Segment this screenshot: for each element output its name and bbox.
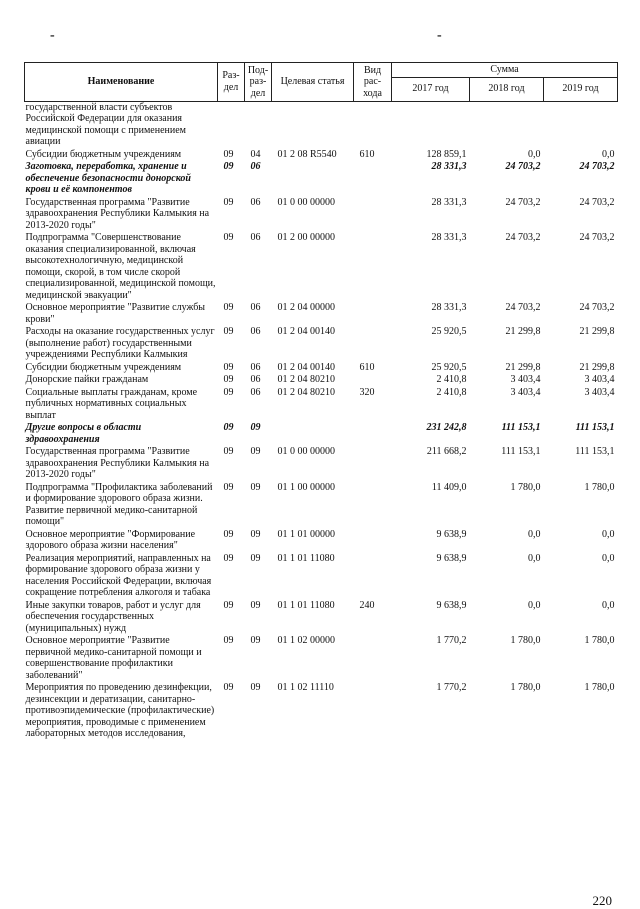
row-name: Социальные выплаты гражданам, кроме публичных нормативных социальных выплат bbox=[25, 386, 198, 421]
row-podrazdel: 06 bbox=[250, 374, 261, 385]
row-sum-2017: 28 331,3 bbox=[431, 232, 467, 243]
row-name: Субсидии бюджетным учреждениям bbox=[25, 148, 182, 160]
row-razdel: 09 bbox=[223, 446, 234, 457]
row-sum-2017: 28 331,3 bbox=[431, 196, 467, 208]
row-podrazdel: 09 bbox=[250, 635, 261, 646]
row-vid bbox=[354, 161, 392, 197]
row-razdel bbox=[218, 101, 245, 149]
row-name: Подпрограмма "Профилактика заболеваний и формирование здорового образа жизни. Развитие первичной медико-санитарной помощи" bbox=[25, 481, 213, 527]
row-name: Основное мероприятие "Развитие службы крови" bbox=[25, 302, 206, 325]
row-sum-2017: 211 668,2 bbox=[426, 446, 467, 457]
row-sum-2018: 1 780,0 bbox=[510, 682, 541, 693]
row-razdel: 09 bbox=[223, 161, 234, 172]
row-target: 01 1 02 00000 bbox=[277, 635, 335, 646]
row-sum-2018: 0,0 bbox=[528, 599, 541, 611]
row-vid bbox=[354, 482, 392, 529]
row-sum-2019: 3 403,4 bbox=[584, 386, 615, 398]
row-sum-2018: 0,0 bbox=[528, 148, 541, 160]
row-target: 01 1 02 11110 bbox=[277, 682, 334, 693]
row-sum-2017: 25 920,5 bbox=[431, 361, 467, 373]
row-vid bbox=[354, 682, 392, 741]
row-vid bbox=[354, 232, 392, 302]
row-name: государственной власти субъектов Российской Федерации для оказания медицинской помощи с применением авиации bbox=[25, 101, 186, 147]
page-number: 220 bbox=[592, 893, 612, 908]
table-row bbox=[25, 600, 618, 636]
header-2019: 2019 год bbox=[544, 77, 618, 101]
row-podrazdel: 06 bbox=[250, 302, 261, 313]
row-razdel: 09 bbox=[223, 422, 234, 433]
row-razdel: 09 bbox=[223, 326, 234, 337]
row-podrazdel: 09 bbox=[250, 481, 261, 493]
row-sum-2018: 21 299,8 bbox=[505, 326, 541, 337]
row-sum-2017: 1 770,2 bbox=[436, 635, 467, 646]
row-razdel: 09 bbox=[223, 232, 234, 243]
row-target: 01 0 00 00000 bbox=[277, 446, 335, 457]
row-sum-2019: 3 403,4 bbox=[584, 374, 615, 385]
row-podrazdel: 06 bbox=[250, 232, 261, 243]
row-name: Донорские пайки гражданам bbox=[25, 374, 149, 385]
row-name: Субсидии бюджетным учреждениям bbox=[25, 361, 182, 373]
row-sum-2017: 9 638,9 bbox=[436, 528, 467, 540]
row-sum-2019: 111 153,1 bbox=[575, 422, 615, 433]
row-name: Основное мероприятие "Развитие первичной медико-санитарной помощи и совершенствование профилактики заболеваний" bbox=[25, 635, 202, 681]
row-name: Иные закупки товаров, работ и услуг для обеспечения государственных (муниципальных) нужд bbox=[25, 599, 201, 634]
row-sum-2019: 0,0 bbox=[602, 552, 615, 564]
row-target: 01 0 00 00000 bbox=[277, 196, 335, 208]
row-sum-2018: 111 153,1 bbox=[501, 446, 541, 457]
row-target: 01 2 04 00000 bbox=[277, 302, 335, 313]
table-body bbox=[25, 101, 618, 741]
header-razdel: Раз-дел bbox=[218, 63, 245, 102]
row-razdel: 09 bbox=[223, 361, 234, 373]
table-row bbox=[25, 422, 618, 446]
row-sum-2017: 28 331,3 bbox=[431, 161, 467, 172]
table-row bbox=[25, 197, 618, 233]
row-vid bbox=[354, 529, 392, 553]
row-vid bbox=[354, 302, 392, 326]
table-row bbox=[25, 326, 618, 362]
row-name: Государственная программа "Развитие здравоохранения Республики Калмыкия на 2013-2020 годы" bbox=[25, 196, 210, 231]
table-row bbox=[25, 101, 618, 149]
row-sum-2017: 9 638,9 bbox=[436, 599, 467, 611]
row-sum-2018: 1 780,0 bbox=[510, 481, 541, 493]
row-sum-2019: 21 299,8 bbox=[579, 326, 615, 337]
row-vid bbox=[354, 635, 392, 682]
row-sum-2018: 1 780,0 bbox=[510, 635, 541, 646]
row-podrazdel: 06 bbox=[250, 361, 261, 373]
row-name: Реализация мероприятий, направленных на формирование здорового образа жизни у населения Российской Федерации, включая сокращение потребления алкоголя и табака bbox=[25, 552, 212, 598]
row-razdel: 09 bbox=[223, 635, 234, 646]
row-sum-2019 bbox=[544, 101, 618, 149]
row-sum-2017 bbox=[392, 101, 470, 149]
row-podrazdel: 09 bbox=[250, 422, 261, 433]
table-row bbox=[25, 682, 618, 741]
row-sum-2018: 3 403,4 bbox=[510, 374, 541, 385]
row-sum-2019: 24 703,2 bbox=[579, 232, 615, 243]
header-target: Целевая статья bbox=[272, 63, 354, 102]
row-razdel: 09 bbox=[223, 528, 234, 540]
row-name: Другие вопросы в области здравоохранения bbox=[25, 422, 142, 445]
table-row bbox=[25, 302, 618, 326]
row-sum-2019: 1 780,0 bbox=[584, 481, 615, 493]
row-podrazdel bbox=[245, 101, 272, 149]
row-razdel: 09 bbox=[223, 374, 234, 385]
table-row bbox=[25, 529, 618, 553]
row-sum-2018: 24 703,2 bbox=[505, 196, 541, 208]
row-name: Государственная программа "Развитие здравоохранения Республики Калмыкия на 2013-2020 годы" bbox=[25, 446, 210, 480]
row-vid bbox=[354, 374, 392, 387]
header-sum: Сумма bbox=[392, 63, 618, 78]
table-row bbox=[25, 149, 618, 162]
row-sum-2017: 1 770,2 bbox=[436, 682, 467, 693]
row-razdel: 09 bbox=[223, 481, 234, 493]
row-razdel: 09 bbox=[223, 599, 234, 611]
table-row bbox=[25, 387, 618, 423]
row-name: Основное мероприятие "Формирование здорового образа жизни населения" bbox=[25, 528, 196, 551]
row-sum-2017: 9 638,9 bbox=[436, 552, 467, 564]
row-sum-2017: 128 859,1 bbox=[426, 148, 467, 160]
row-vid bbox=[354, 197, 392, 233]
row-podrazdel: 09 bbox=[250, 528, 261, 540]
row-sum-2019: 24 703,2 bbox=[579, 302, 615, 313]
row-sum-2018: 24 703,2 bbox=[505, 161, 541, 172]
row-sum-2018: 111 153,1 bbox=[501, 422, 541, 433]
header-vid: Вид рас-хода bbox=[354, 63, 392, 102]
row-podrazdel: 09 bbox=[250, 446, 261, 457]
row-sum-2018: 3 403,4 bbox=[510, 386, 541, 398]
row-sum-2018: 24 703,2 bbox=[505, 232, 541, 243]
row-podrazdel: 04 bbox=[250, 148, 261, 160]
row-target bbox=[272, 161, 354, 197]
row-target: 01 2 04 00140 bbox=[277, 361, 335, 373]
row-vid bbox=[354, 326, 392, 362]
row-razdel: 09 bbox=[223, 196, 234, 208]
row-sum-2019: 1 780,0 bbox=[584, 682, 615, 693]
row-sum-2018: 21 299,8 bbox=[505, 361, 541, 373]
row-target: 01 1 01 00000 bbox=[277, 528, 335, 540]
row-sum-2017: 2 410,8 bbox=[436, 386, 467, 398]
row-name: Заготовка, переработка, хранение и обеспечение безопасности донорской крови и её компонентов bbox=[25, 161, 191, 195]
header-name: Наименование bbox=[25, 63, 218, 102]
row-vid bbox=[354, 553, 392, 600]
table-row bbox=[25, 374, 618, 387]
row-vid: 610 bbox=[359, 148, 375, 160]
row-razdel: 09 bbox=[223, 682, 234, 693]
row-target bbox=[272, 101, 354, 149]
header-2017: 2017 год bbox=[392, 77, 470, 101]
row-sum-2017: 231 242,8 bbox=[426, 422, 467, 433]
row-name: Расходы на оказание государственных услуг (выполнение работ) государственными учреждениями Республики Калмыкия bbox=[25, 326, 215, 360]
row-podrazdel: 06 bbox=[250, 161, 261, 172]
row-podrazdel: 06 bbox=[250, 196, 261, 208]
row-vid bbox=[354, 422, 392, 446]
row-podrazdel: 06 bbox=[250, 326, 261, 337]
row-sum-2018 bbox=[470, 101, 544, 149]
row-vid bbox=[354, 101, 392, 149]
row-vid: 240 bbox=[359, 599, 375, 611]
table-row bbox=[25, 232, 618, 302]
row-sum-2018: 0,0 bbox=[528, 552, 541, 564]
row-vid: 610 bbox=[359, 361, 375, 373]
table-row bbox=[25, 553, 618, 600]
row-sum-2019: 21 299,8 bbox=[579, 361, 615, 373]
row-razdel: 09 bbox=[223, 148, 234, 160]
row-sum-2018: 0,0 bbox=[528, 528, 541, 540]
row-target: 01 2 00 00000 bbox=[277, 232, 335, 243]
row-target bbox=[272, 422, 354, 446]
row-razdel: 09 bbox=[223, 302, 234, 313]
row-sum-2019: 0,0 bbox=[602, 599, 615, 611]
row-sum-2019: 111 153,1 bbox=[575, 446, 615, 457]
header-podrazdel: Под-раз-дел bbox=[245, 63, 272, 102]
row-podrazdel: 09 bbox=[250, 682, 261, 693]
row-name: Мероприятия по проведению дезинфекции, дезинсекции и дератизации, санитарно-противоэпидемические (профилактические) мероприятия, проводимые с применением лабораторных методов исследования, bbox=[25, 682, 215, 739]
row-sum-2019: 24 703,2 bbox=[579, 161, 615, 172]
row-sum-2019: 0,0 bbox=[602, 148, 615, 160]
row-name: Подпрограмма "Совершенствование оказания специализированной, включая высокотехнологичную, медицинской помощи, скорой, в том числе скорой специализированной, медицинской помощи, медицинской эвакуации" bbox=[25, 232, 216, 301]
row-podrazdel: 09 bbox=[250, 552, 261, 564]
row-vid: 320 bbox=[359, 386, 375, 398]
table-row bbox=[25, 482, 618, 529]
row-sum-2019: 24 703,2 bbox=[579, 196, 615, 208]
row-target: 01 1 00 00000 bbox=[277, 481, 335, 493]
row-vid bbox=[354, 446, 392, 482]
row-target: 01 2 04 80210 bbox=[277, 386, 335, 398]
header-dash-right: - bbox=[437, 28, 442, 43]
table-row bbox=[25, 635, 618, 682]
row-sum-2019: 1 780,0 bbox=[584, 635, 615, 646]
header-dash-left: - bbox=[50, 28, 55, 43]
row-podrazdel: 09 bbox=[250, 599, 261, 611]
row-sum-2017: 2 410,8 bbox=[436, 374, 467, 385]
row-target: 01 1 01 11080 bbox=[277, 552, 335, 564]
row-sum-2017: 28 331,3 bbox=[431, 302, 467, 313]
row-sum-2017: 11 409,0 bbox=[431, 481, 467, 493]
row-podrazdel: 06 bbox=[250, 386, 261, 398]
table-row bbox=[25, 446, 618, 482]
row-razdel: 09 bbox=[223, 552, 234, 564]
row-sum-2019: 0,0 bbox=[602, 528, 615, 540]
header-2018: 2018 год bbox=[470, 77, 544, 101]
budget-table bbox=[24, 62, 618, 741]
row-razdel: 09 bbox=[223, 386, 234, 398]
row-target: 01 2 08 R5540 bbox=[277, 148, 337, 160]
row-target: 01 1 01 11080 bbox=[277, 599, 335, 611]
row-sum-2018: 24 703,2 bbox=[505, 302, 541, 313]
table-row bbox=[25, 362, 618, 375]
row-sum-2017: 25 920,5 bbox=[431, 326, 467, 337]
table-row bbox=[25, 161, 618, 197]
row-target: 01 2 04 80210 bbox=[277, 374, 335, 385]
row-target: 01 2 04 00140 bbox=[277, 326, 335, 337]
